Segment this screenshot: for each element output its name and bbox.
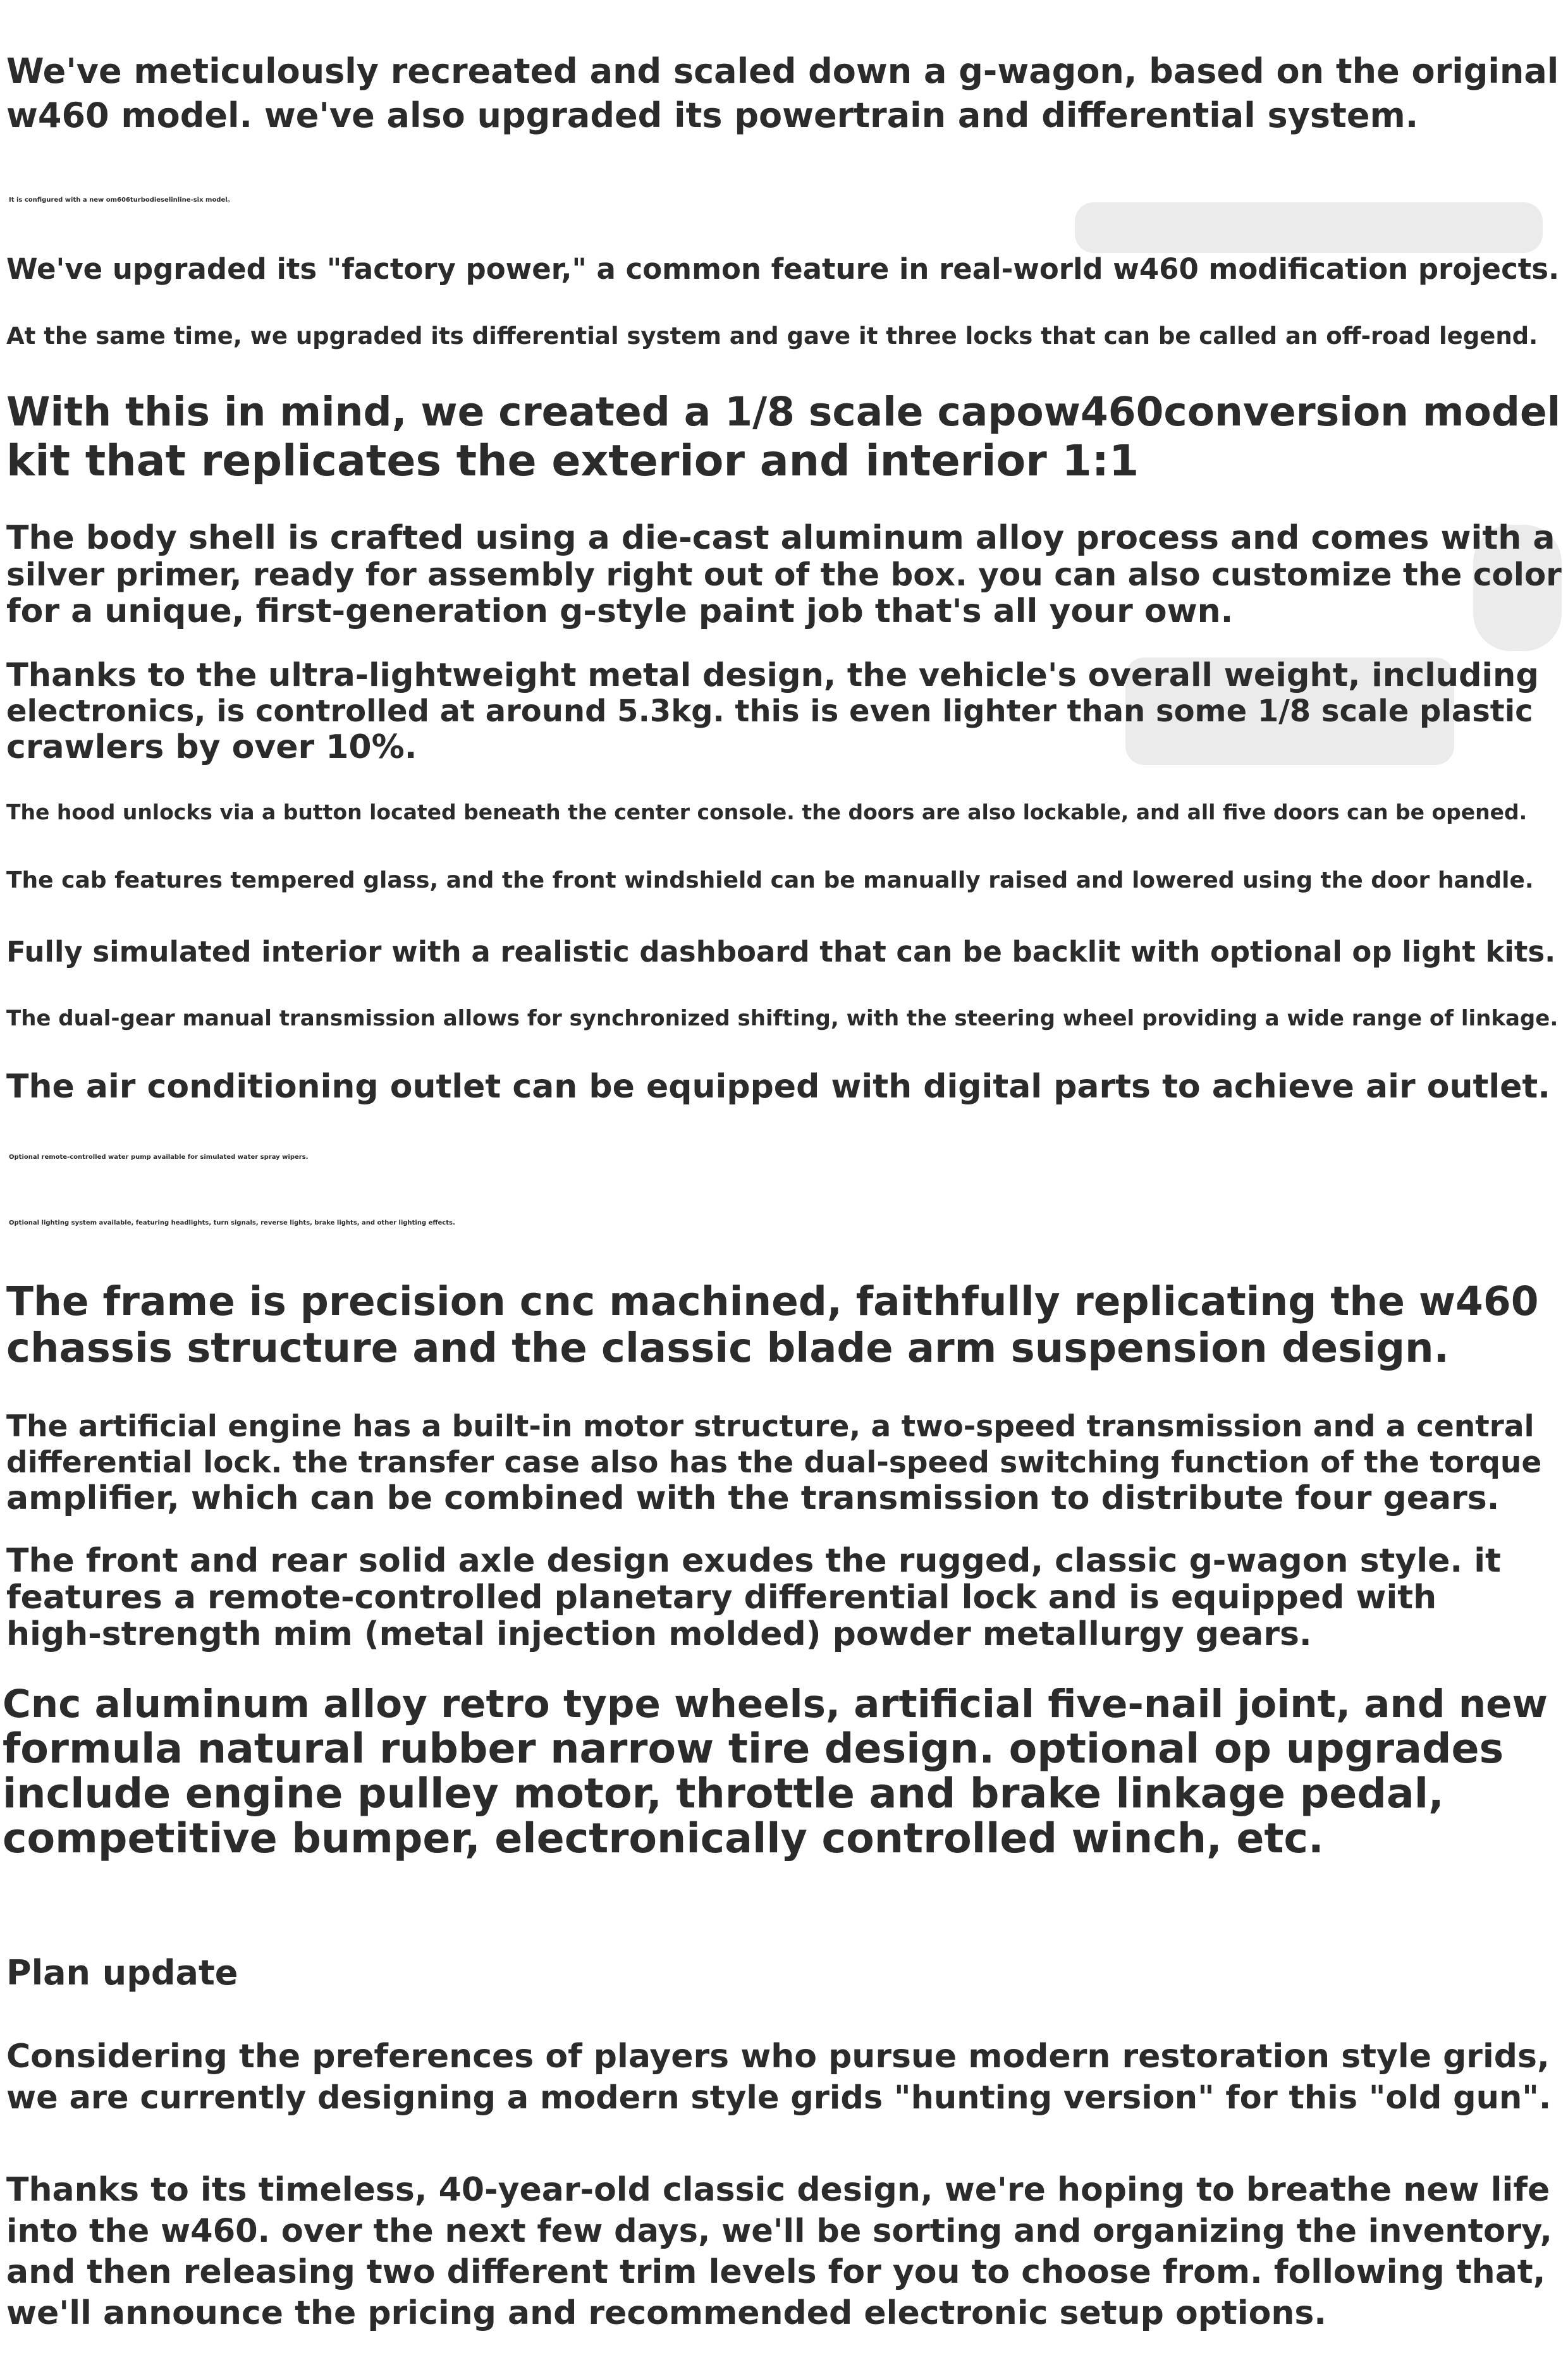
kit-heading <box>6 388 1562 486</box>
text-line: electronics, is controlled at around 5.3kg. this is even lighter than some 1/8 scale plastic <box>6 694 1533 729</box>
body-shell-paragraph <box>6 520 1562 630</box>
text-line: amplifier, which can be combined with the transmission to distribute four gears. <box>6 1479 1500 1517</box>
text-line: and then releasing two different trim levels for you to choose from. following that, <box>6 2253 1546 2291</box>
plan-paragraph-2 <box>6 2170 1562 2334</box>
water-pump-paragraph <box>9 1138 1564 1177</box>
text-line: The artificial engine has a built-in motor structure, a two-speed transmission and a central <box>6 1409 1534 1444</box>
text-line: Optional remote-controlled water pump available for simulated water spray wipers. <box>9 1154 309 1161</box>
text-line: kit that replicates the exterior and interior 1:1 <box>6 436 1139 486</box>
cab-paragraph <box>6 866 1562 895</box>
text-line: high-strength mim (metal injection molded) powder metallurgy gears. <box>6 1615 1312 1653</box>
factory-power-paragraph <box>6 250 1562 288</box>
text-line: include engine pulley motor, throttle and brake linkage pedal, <box>3 1770 1444 1818</box>
text-line: The frame is precision cnc machined, faithfully replicating the w460 <box>6 1278 1539 1324</box>
text-line: w460 model. we've also upgraded its powertrain and differential system. <box>6 95 1419 135</box>
axle-paragraph <box>6 1543 1562 1653</box>
text-line: The front and rear solid axle design exudes the rugged, classic g-wagon style. it <box>6 1542 1501 1580</box>
text-line: formula natural rubber narrow tire design. optional op upgrades <box>3 1725 1504 1773</box>
text-line: we'll announce the pricing and recommended electronic setup options. <box>6 2294 1327 2332</box>
text-line: Cnc aluminum alloy retro type wheels, artificial five-nail joint, and new <box>3 1682 1548 1727</box>
text-line: silver primer, ready for assembly right out of the box. you can also customize the color <box>6 556 1562 593</box>
text-line: we are currently designing a modern style grids "hunting version" for this "old gun". <box>6 2079 1552 2117</box>
text-line: The hood unlocks via a button located beneath the center console. the doors are also lockable, and all five doors can be opened. <box>6 800 1528 824</box>
text-line: Considering the preferences of players who pursue modern restoration style grids, <box>6 2038 1550 2076</box>
text-line: chassis structure and the classic blade arm suspension design. <box>6 1325 1449 1372</box>
text-line: for a unique, first-generation g-style paint job that's all your own. <box>6 592 1234 630</box>
wheels-paragraph <box>3 1682 1558 1861</box>
text-line: differential lock. the transfer case also has the dual-speed switching function of the torque <box>6 1445 1542 1480</box>
interior-paragraph <box>6 933 1562 971</box>
engine-structure-paragraph <box>6 1409 1562 1517</box>
intro-paragraph <box>6 49 1562 138</box>
frame-paragraph <box>6 1278 1562 1372</box>
engine-paragraph <box>9 178 1564 223</box>
text-line: into the w460. over the next few days, we'll be sorting and organizing the inventory, <box>6 2213 1552 2250</box>
weight-paragraph <box>6 657 1562 766</box>
text-line: Optional lighting system available, featuring headlights, turn signals, reverse lights, brake lights, and other lighting effects. <box>9 1220 455 1226</box>
text-line: features a remote-controlled planetary differential lock and is equipped with <box>6 1579 1437 1617</box>
text-line: The cab features tempered glass, and the front windshield can be manually raised and lowered using the door handle. <box>6 867 1534 893</box>
text-line: Plan update <box>6 1953 238 1993</box>
air-outlet-paragraph <box>6 1066 1562 1108</box>
hood-paragraph <box>6 798 1562 827</box>
text-line: We've meticulously recreated and scaled down a g-wagon, based on the original <box>6 51 1559 91</box>
text-line: The dual-gear manual transmission allows for synchronized shifting, with the steering wheel providing a wide range of linkage. <box>6 1006 1559 1031</box>
text-line: The body shell is crafted using a die-cast aluminum alloy process and comes with a <box>6 519 1555 557</box>
transmission-paragraph <box>6 1004 1562 1033</box>
text-line: We've upgraded its "factory power," a common feature in real-world w460 modification projects. <box>6 252 1560 286</box>
text-line: crawlers by over 10%. <box>6 728 417 766</box>
text-line: At the same time, we upgraded its differential system and gave it three locks that can be called an off-road legend. <box>6 322 1538 350</box>
plan-paragraph-1 <box>6 2036 1562 2119</box>
differential-paragraph <box>6 321 1562 352</box>
text-line: Fully simulated interior with a realistic dashboard that can be backlit with optional op light kits. <box>6 935 1556 969</box>
text-line: With this in mind, we created a 1/8 scale capow460conversion model <box>6 389 1561 435</box>
text-line: competitive bumper, electronically controlled winch, etc. <box>3 1815 1324 1862</box>
plan-update-heading <box>6 1952 1562 1994</box>
text-line: The air conditioning outlet can be equipped with digital parts to achieve air outlet. <box>6 1068 1551 1106</box>
lighting-paragraph <box>9 1209 1564 1238</box>
text-line: Thanks to the ultra-lightweight metal design, the vehicle's overall weight, including <box>6 657 1539 694</box>
text-line: Thanks to its timeless, 40-year-old classic design, we're hoping to breathe new life <box>6 2171 1550 2209</box>
text-line: It is configured with a new om606turbodieselinline-six model。 <box>9 197 234 204</box>
